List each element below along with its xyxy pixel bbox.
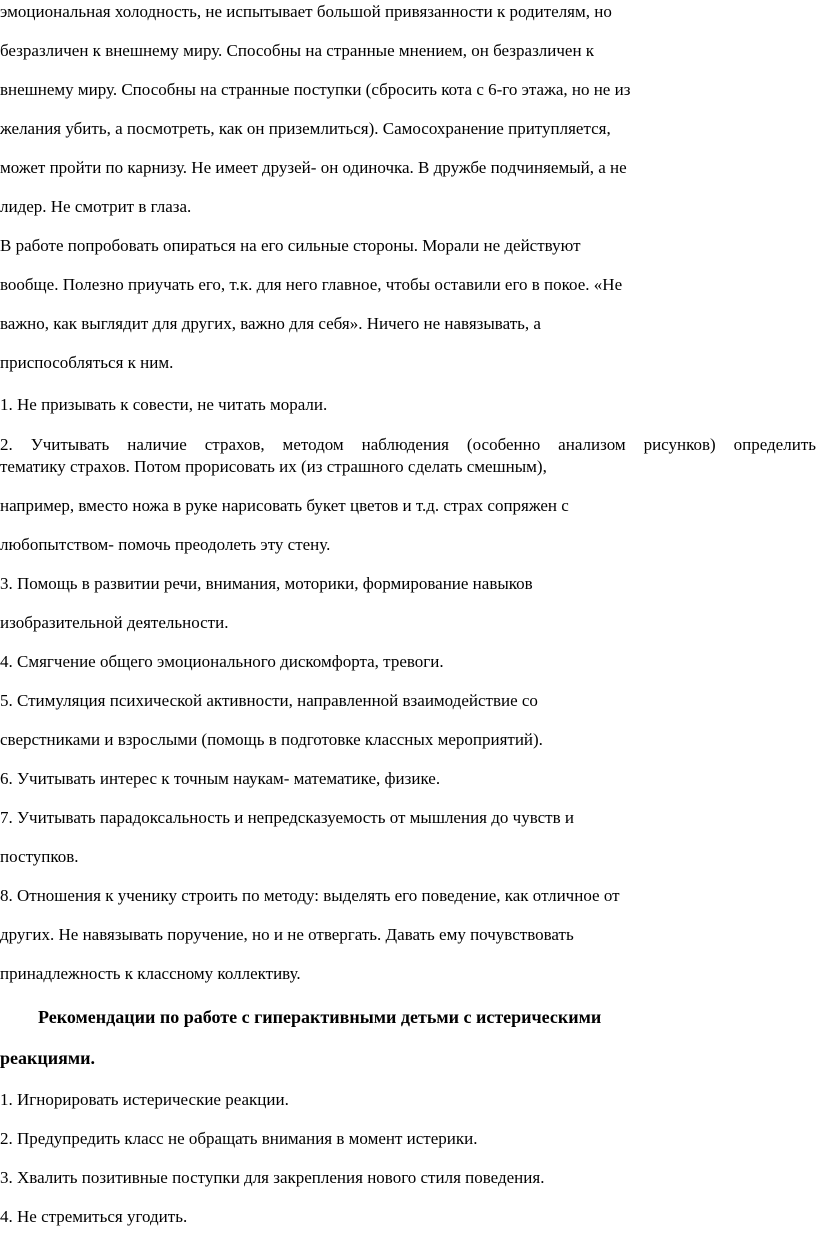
- text-line: поступков.: [0, 847, 79, 866]
- text-line: важно, как выглядит для других, важно для себя». Ничего не навязывать, а: [0, 314, 541, 333]
- text-line: принадлежность к классному коллективу.: [0, 964, 301, 983]
- text-line: безразличен к внешнему миру. Способны на странные мнением, он безразличен к: [0, 41, 595, 60]
- text-line: тематику страхов. Потом прорисовать их (из страшного сделать смешным),: [0, 457, 547, 476]
- list-item: 2. Предупредить класс не обращать внимания в момент истерики.: [0, 1129, 478, 1148]
- text-line: приспособляться к ним.: [0, 353, 174, 372]
- list-item: 4. Смягчение общего эмоционального дискомфорта, тревоги.: [0, 652, 444, 671]
- list-item: 1. Игнорировать истерические реакции.: [0, 1090, 289, 1109]
- list-item: 8. Отношения к ученику строить по методу: выделять его поведение, как отличное от: [0, 886, 620, 905]
- text-line: сверстниками и взрослыми (помощь в подготовке классных мероприятий).: [0, 730, 543, 749]
- list-item: 5. Стимуляция психической активности, направленной взаимодействие со: [0, 691, 538, 710]
- list-item: 3. Помощь в развитии речи, внимания, моторики, формирование навыков: [0, 574, 533, 593]
- list-item: 3. Хвалить позитивные поступки для закрепления нового стиля поведения.: [0, 1168, 545, 1187]
- text-line: любопытством- помочь преодолеть эту стену.: [0, 535, 331, 554]
- list-item: 7. Учитывать парадоксальность и непредсказуемость от мышления до чувств и: [0, 808, 574, 827]
- list-item: 2. Учитывать наличие страхов, методом наблюдения (особенно анализом рисунков) определить: [0, 435, 816, 454]
- text-line: может пройти по карнизу. Не имеет друзей- он одиночка. В дружбе подчиняемый, а не: [0, 158, 627, 177]
- list-item: 4. Не стремиться угодить.: [0, 1207, 188, 1226]
- text-line: изобразительной деятельности.: [0, 613, 229, 632]
- text-line: эмоциональная холодность, не испытывает большой привязанности к родителям, но: [0, 2, 612, 21]
- text-line: В работе попробовать опираться на его сильные стороны. Морали не действуют: [0, 236, 581, 255]
- list-item: 1. Не призывать к совести, не читать морали.: [0, 395, 328, 414]
- section-heading: Рекомендации по работе с гиперактивными детьми с истерическими: [38, 1007, 602, 1027]
- text-line: лидер. Не смотрит в глаза.: [0, 197, 192, 216]
- text-line: внешнему миру. Способны на странные поступки (сбросить кота с 6-го этажа, но не из: [0, 80, 631, 99]
- section-heading-continuation: реакциями.: [0, 1048, 95, 1068]
- text-line: вообще. Полезно приучать его, т.к. для него главное, чтобы оставили его в покое. «Не: [0, 275, 623, 294]
- text-line: желания убить, а посмотреть, как он приземлиться). Самосохранение притупляется,: [0, 119, 611, 138]
- text-line: например, вместо ножа в руке нарисовать букет цветов и т.д. страх сопряжен с: [0, 496, 569, 515]
- list-item: 6. Учитывать интерес к точным наукам- математике, физике.: [0, 769, 441, 788]
- text-line: других. Не навязывать поручение, но и не отвергать. Давать ему почувствовать: [0, 925, 574, 944]
